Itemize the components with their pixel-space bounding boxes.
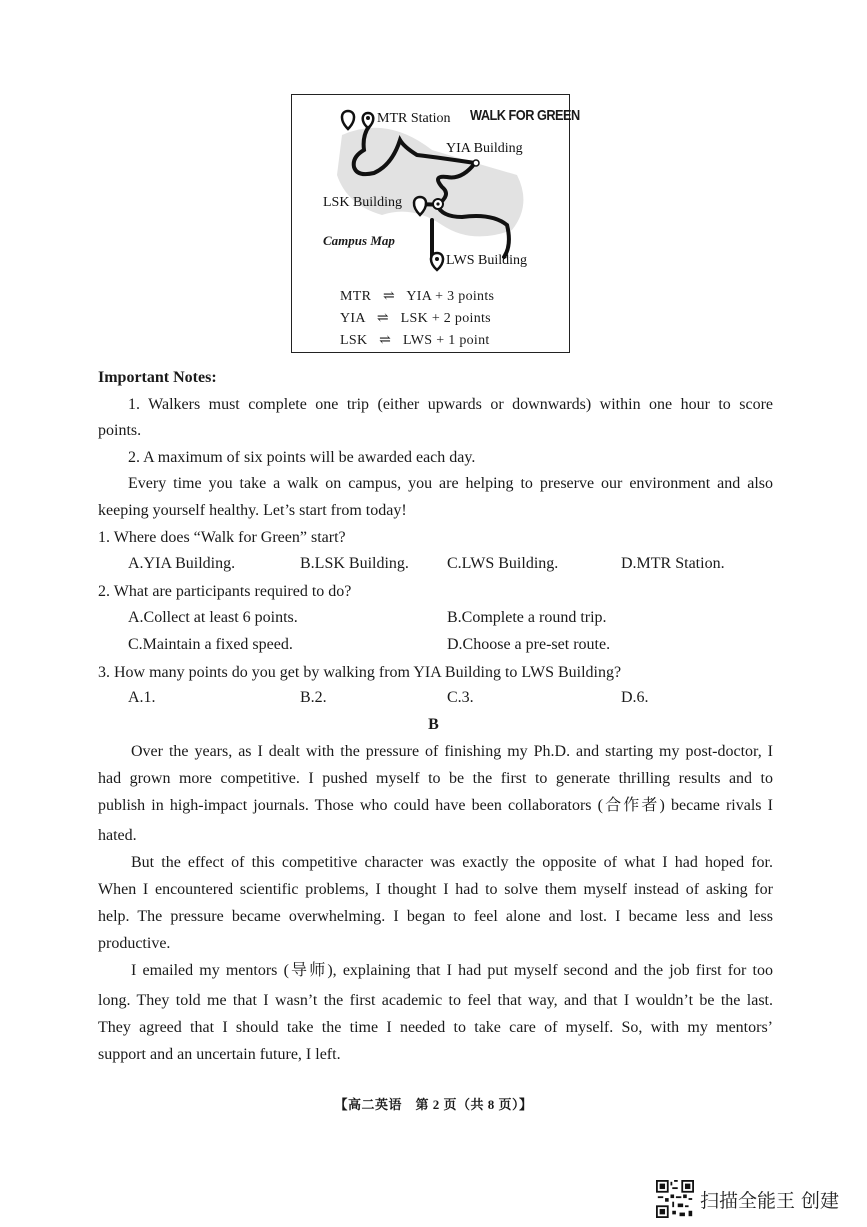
qr-code-icon [656, 1180, 694, 1218]
yia-marker-icon [473, 160, 479, 166]
pin-icon-lsk-b [433, 199, 443, 209]
notes-heading: Important Notes: [98, 369, 217, 386]
label-yia-building: YIA Building [446, 141, 523, 156]
closing-line-1: Every time you take a walk on campus, you are helping to preserve our environment and also [128, 475, 773, 492]
question-2-option-d[interactable]: D.Choose a pre-set route. [447, 636, 611, 653]
pin-icon-mtr-a [342, 111, 354, 129]
points-from: YIA [340, 311, 366, 326]
map-title-logo: WALK FOR GREEN [470, 107, 580, 124]
points-from: LSK [340, 333, 368, 348]
note-2: 2. A maximum of six points will be awarded each day. [128, 449, 476, 466]
passage-p1-line-3: publish in high-impact journals. Those who could have been collaborators (合作者) became rivals I [98, 797, 773, 814]
passage-p2-line-1: But the effect of this competitive character was exactly the opposite of what I had hoped for. [131, 854, 773, 871]
question-1-option-c[interactable]: C.LWS Building. [447, 555, 559, 572]
question-3-option-d[interactable]: D.6. [621, 689, 649, 706]
label-mtr-station: MTR Station [377, 111, 451, 126]
points-reward: + 1 point [436, 333, 490, 348]
question-3-option-b[interactable]: B.2. [300, 689, 327, 706]
closing-line-2: keeping yourself healthy. Let’s start from today! [98, 502, 407, 519]
passage-p1-line-1: Over the years, as I dealt with the pressure of finishing my Ph.D. and starting my post-doctor, I [131, 743, 773, 760]
question-1-option-d[interactable]: D.MTR Station. [621, 555, 725, 572]
scanner-label: 扫描全能王 创建 [699, 1189, 839, 1212]
campus-map-figure [291, 94, 580, 353]
points-row-lsk-lws [340, 332, 490, 349]
two-way-arrow-icon: ⇌ [376, 311, 389, 326]
points-to: LSK [400, 311, 428, 326]
passage-p3-line-2: long. They told me that I wasn’t the first academic to feel that way, and that I wouldn’t be the last. [98, 992, 773, 1009]
question-2-option-a[interactable]: A.Collect at least 6 points. [128, 609, 298, 626]
points-row-yia-lsk [340, 310, 491, 327]
question-3-option-c[interactable]: C.3. [447, 689, 474, 706]
question-3-stem: 3. How many points do you get by walking from YIA Building to LWS Building? [98, 664, 622, 681]
page-footer: 【高二英语 第 2 页（共 8 页）】 [334, 1097, 533, 1112]
two-way-arrow-icon: ⇌ [379, 333, 392, 348]
label-lws-building: LWS Building [446, 253, 528, 268]
passage-p2-line-2: When I encountered scientific problems, I thought I had to solve them myself instead of asking for [98, 881, 773, 898]
passage-p2-line-3: help. The pressure became overwhelming. I began to feel alone and lost. I became less and less [98, 908, 773, 925]
pin-icon-mtr-b [363, 113, 374, 128]
question-1-option-b[interactable]: B.LSK Building. [300, 555, 409, 572]
points-to: LWS [402, 333, 433, 348]
points-reward: + 2 points [431, 311, 491, 326]
points-from: MTR [340, 289, 372, 304]
label-lsk-building: LSK Building [323, 195, 402, 210]
points-row-mtr-yia [340, 288, 494, 305]
passage-p3-line-1: I emailed my mentors (导师), explaining that I had put myself second and the job first for too [131, 962, 773, 979]
question-2-option-c[interactable]: C.Maintain a fixed speed. [128, 636, 293, 653]
label-campus-map: Campus Map [323, 233, 395, 248]
question-2-stem: 2. What are participants required to do? [98, 583, 352, 600]
points-reward: + 3 points [435, 289, 495, 304]
points-to: YIA [406, 289, 432, 304]
question-1-option-a[interactable]: A.YIA Building. [128, 555, 236, 572]
question-3-option-a[interactable]: A.1. [128, 689, 156, 706]
note-1-line-1: 1. Walkers must complete one trip (either upwards or downwards) within one hour to score [128, 396, 773, 413]
passage-p1-line-4: hated. [98, 827, 137, 844]
passage-p2-line-4: productive. [98, 935, 171, 952]
pin-icon-lws [431, 253, 443, 270]
scanner-watermark [656, 1180, 839, 1218]
passage-p1-line-2: had grown more competitive. I pushed myself to be the first to generate thrilling results and to [98, 770, 773, 787]
question-1-stem: 1. Where does “Walk for Green” start? [98, 529, 346, 546]
passage-p3-line-3: They agreed that I should take the time I needed to take care of myself. So, with my mentors’ [98, 1019, 773, 1036]
note-1-line-2: points. [98, 422, 142, 439]
passage-p3-line-4: support and an uncertain future, I left. [98, 1046, 341, 1063]
two-way-arrow-icon: ⇌ [383, 289, 396, 304]
question-2-option-b[interactable]: B.Complete a round trip. [447, 609, 607, 626]
section-b-label: B [428, 716, 439, 733]
